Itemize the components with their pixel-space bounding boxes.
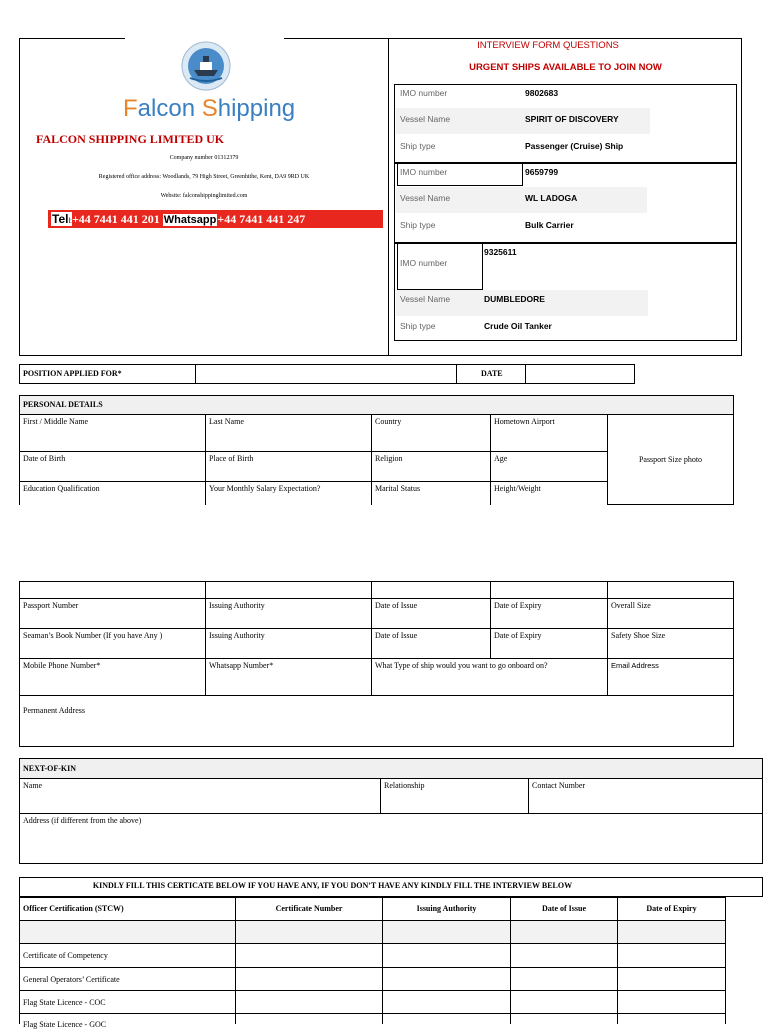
cert-row-label: [19, 920, 236, 944]
cert-row-label: Certificate of Competency: [19, 943, 236, 968]
interview-title: INTERVIEW FORM QUESTIONS: [477, 40, 619, 51]
vessel-type-label: Ship type: [400, 321, 436, 331]
cert-row-cell[interactable]: [510, 990, 618, 1014]
personal-details-header: PERSONAL DETAILS: [19, 395, 734, 415]
company-number: Company number 01312379: [169, 155, 239, 161]
brand-text-2: hipping: [217, 95, 296, 122]
cert-row-cell[interactable]: [235, 943, 383, 968]
vessel-name-label: Vessel Name: [400, 114, 451, 124]
age-field[interactable]: Age: [490, 451, 608, 482]
cert-header-authority: Issuing Authority: [382, 897, 511, 921]
company-address: Registered office address: Woodlands, 79 High Street, Greenhithe, Kent, DA9 9RD UK: [98, 174, 310, 180]
vessel-imo-value: 9659799: [525, 167, 559, 177]
cert-row-cell[interactable]: [382, 920, 511, 944]
cert-row-cell[interactable]: [510, 943, 618, 968]
vessel-type-value: Bulk Carrier: [525, 220, 574, 230]
vessel-name-value: DUMBLEDORE: [484, 294, 545, 304]
passport-issue-date-field[interactable]: Date of Issue: [371, 598, 491, 629]
overall-size-field[interactable]: Overall Size: [607, 598, 734, 629]
passport-issuing-field[interactable]: Issuing Authority: [205, 598, 372, 629]
vessel-imo-label: IMO number: [400, 258, 448, 268]
kin-relationship-field[interactable]: Relationship: [380, 778, 529, 814]
seaman-issuing-field[interactable]: Issuing Authority: [205, 628, 372, 659]
religion-field[interactable]: Religion: [371, 451, 491, 482]
passport-number-field[interactable]: Passport Number: [19, 598, 206, 629]
date-input[interactable]: [525, 364, 635, 384]
docs-blank-cell: [607, 581, 734, 599]
brand-letter-s: S: [201, 95, 218, 122]
cert-row-cell[interactable]: [382, 1013, 511, 1024]
certificate-notice: KINDLY FILL THIS CERTICATE BELOW IF YOU HAVE ANY, IF YOU DON’T HAVE ANY KINDLY FILL THE INTERVIEW BELOW: [19, 877, 763, 897]
vessel-name-value: WL LADOGA: [525, 193, 578, 203]
seaman-issue-date-field[interactable]: Date of Issue: [371, 628, 491, 659]
shoe-size-field[interactable]: Safety Shoe Size: [607, 628, 734, 659]
contact-line: [51, 211, 305, 227]
cert-row-label: General Operators’ Certificate: [19, 967, 236, 991]
cert-row-cell[interactable]: [617, 967, 726, 991]
next-of-kin-header: NEXT-OF-KIN: [19, 758, 763, 779]
cert-row-label: Flag State Licence - GOC: [19, 1013, 236, 1024]
cert-row-cell[interactable]: [510, 920, 618, 944]
kin-name-field[interactable]: Name: [19, 778, 381, 814]
vessel-imo-value: 9802683: [525, 88, 559, 98]
vessel-imo-label: IMO number: [400, 167, 448, 177]
cert-row-cell[interactable]: [235, 990, 383, 1014]
vessel-imo-label: IMO number: [400, 88, 448, 98]
company-box-top-border-right: [284, 38, 389, 39]
cert-row-cell[interactable]: [617, 920, 726, 944]
height-weight-field[interactable]: Height/Weight: [490, 481, 608, 505]
cert-row-cell[interactable]: [382, 967, 511, 991]
last-name-field[interactable]: Last Name: [205, 414, 372, 452]
cert-header-number: Certificate Number: [235, 897, 383, 921]
seaman-expiry-field[interactable]: Date of Expiry: [490, 628, 608, 659]
company-website: Website: falconshippinglimited.com: [160, 193, 248, 199]
marital-status-field[interactable]: Marital Status: [371, 481, 491, 505]
vessel-name-label: Vessel Name: [400, 193, 451, 203]
email-field[interactable]: Email Address: [607, 658, 734, 696]
passport-expiry-field[interactable]: Date of Expiry: [490, 598, 608, 629]
vessel-type-label: Ship type: [400, 220, 436, 230]
ship-logo-icon: [180, 40, 232, 92]
kin-contact-field[interactable]: Contact Number: [528, 778, 763, 814]
brand-text-1: alcon: [137, 95, 202, 122]
cert-row-cell[interactable]: [510, 967, 618, 991]
interview-subtitle: URGENT SHIPS AVAILABLE TO JOIN NOW: [469, 62, 662, 73]
cert-header-officer: Officer Certification (STCW): [19, 897, 236, 921]
passport-photo-box[interactable]: [607, 414, 734, 505]
pob-field[interactable]: Place of Birth: [205, 451, 372, 482]
vessel-imo-value: 9325611: [484, 247, 517, 257]
cert-row-cell[interactable]: [617, 943, 726, 968]
whatsapp-field[interactable]: Whatsapp Number*: [205, 658, 372, 696]
docs-blank-cell: [371, 581, 491, 599]
position-input[interactable]: [195, 364, 457, 384]
passport-photo-label: Passport Size photo: [638, 454, 703, 464]
company-legal-name: FALCON SHIPPING LIMITED UK: [36, 132, 225, 146]
whatsapp-label: Whatsapp: [163, 214, 217, 226]
country-field[interactable]: Country: [371, 414, 491, 452]
permanent-address-field[interactable]: Permanent Address: [19, 695, 734, 747]
cert-row-cell[interactable]: [235, 920, 383, 944]
cert-row-cell[interactable]: [235, 1013, 383, 1024]
tel-label: Tell:: [52, 212, 72, 226]
hometown-airport-field[interactable]: Hometown Airport: [490, 414, 608, 452]
brand-letter-f: F: [123, 95, 138, 122]
vessel-name-label: Vessel Name: [400, 294, 451, 304]
vessel-type-value: Crude Oil Tanker: [484, 321, 552, 331]
cert-row-label: Flag State Licence - COC: [19, 990, 236, 1014]
cert-row-cell[interactable]: [617, 1013, 726, 1024]
dob-field[interactable]: Date of Birth: [19, 451, 206, 482]
cert-row-cell[interactable]: [617, 990, 726, 1014]
cert-row-cell[interactable]: [235, 967, 383, 991]
cert-row-cell[interactable]: [382, 990, 511, 1014]
first-name-field[interactable]: First / Middle Name: [19, 414, 206, 452]
salary-field[interactable]: Your Monthly Salary Expectation?: [205, 481, 372, 505]
brand-name: [123, 95, 295, 123]
whatsapp-number[interactable]: +44 7441 441 247: [217, 212, 306, 226]
tel-number[interactable]: +44 7441 441 201: [71, 212, 160, 226]
company-box-top-border-left: [19, 38, 125, 39]
mobile-field[interactable]: Mobile Phone Number*: [19, 658, 206, 696]
preferred-ship-type-field[interactable]: What Type of ship would you want to go onboard on?: [371, 658, 608, 696]
position-label: POSITION APPLIED FOR*: [19, 364, 196, 384]
vessel-name-value: SPIRIT OF DISCOVERY: [525, 114, 619, 124]
docs-blank-cell: [205, 581, 372, 599]
date-label: DATE: [456, 364, 526, 384]
vessel-type-label: Ship type: [400, 141, 436, 151]
docs-blank-cell: [490, 581, 608, 599]
kin-address-field[interactable]: Address (if different from the above): [19, 813, 763, 864]
company-logo: [180, 40, 232, 92]
vessel-type-value: Passenger (Cruise) Ship: [525, 141, 624, 151]
seaman-book-field[interactable]: Seaman’s Book Number (If you have Any ): [19, 628, 206, 659]
cert-row-cell[interactable]: [510, 1013, 618, 1024]
docs-blank-cell: [19, 581, 206, 599]
education-field[interactable]: Education Qualification: [19, 481, 206, 505]
cert-header-expiry: Date of Expiry: [617, 897, 726, 921]
cert-row-cell[interactable]: [382, 943, 511, 968]
cert-header-issue: Date of Issue: [510, 897, 618, 921]
